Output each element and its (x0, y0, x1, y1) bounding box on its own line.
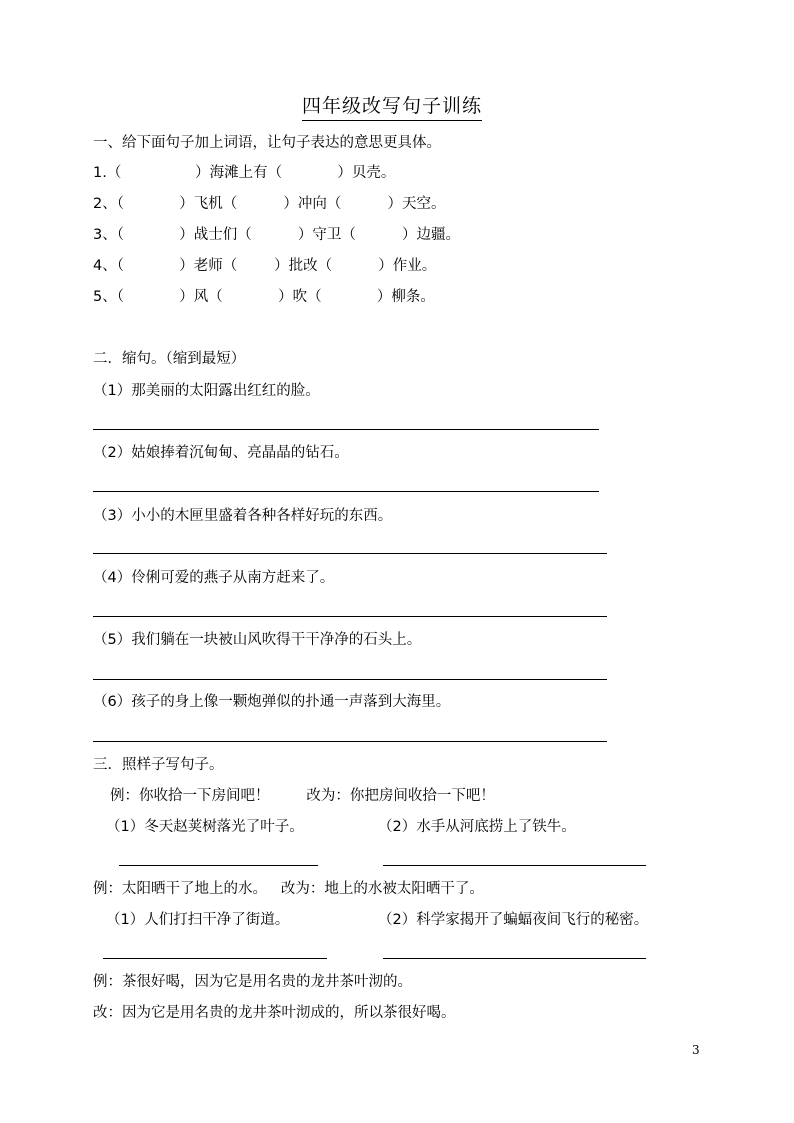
section2-item-6: （6）孩子的身上像一颗炮弹似的扑通一声落到大海里。 (93, 694, 451, 710)
answer-line (93, 553, 607, 554)
answer-line (93, 429, 599, 430)
example-1: 例：你收拾一下房间吧！ 改为：你把房间收拾一下吧！ (110, 788, 495, 804)
section2-heading: 二．缩句。（缩到最短） (93, 351, 246, 367)
example-3-original: 例：茶很好喝，因为它是用名贵的龙井茶叶沏的。 (93, 974, 412, 990)
answer-line (103, 958, 327, 959)
answer-line (93, 679, 607, 680)
section2-item-4: （4）伶俐可爱的燕子从南方赶来了。 (93, 570, 335, 586)
page-title: 四年级改写句子训练 (302, 93, 482, 121)
section3-heading: 三．照样子写句子。 (93, 757, 224, 773)
section2-item-2: （2）姑娘捧着沉甸甸、亮晶晶的钻石。 (93, 445, 349, 461)
example-2: 例：太阳晒干了地上的水。 改为：地上的水被太阳晒干了。 (93, 881, 484, 897)
example-2-question-1: （1）人们打扫干净了街道。 (106, 912, 290, 928)
example-1-question-1: （1）冬天赵荚树落光了叶子。 (106, 819, 304, 835)
answer-line (119, 865, 318, 866)
answer-line (383, 865, 646, 866)
section1-item-1: 1.（ ）海滩上有（ ）贝壳。 (93, 165, 396, 181)
answer-line (383, 958, 646, 959)
answer-line (93, 741, 607, 742)
example-3-rewritten: 改：因为它是用名贵的龙井茶叶沏成的，所以茶很好喝。 (93, 1005, 456, 1021)
example-1-question-2: （2）水手从河底捞上了铁牛。 (378, 819, 576, 835)
section1-item-3: 3、（ ）战士们（ ）守卫（ ）边疆。 (93, 227, 460, 243)
page-number: 3 (692, 1043, 700, 1057)
answer-line (93, 491, 599, 492)
section1-item-2: 2、（ ）飞机（ ）冲向（ ）天空。 (93, 196, 446, 212)
section2-item-1: （1）那美丽的太阳露出红红的脸。 (93, 383, 320, 399)
section1-item-4: 4、（ ）老师（ ）批改（ ）作业。 (93, 258, 437, 274)
section2-item-5: （5）我们躺在一块被山风吹得干干净净的石头上。 (93, 632, 422, 648)
section2-item-3: （3）小小的木匣里盛着各种各样好玩的东西。 (93, 508, 393, 524)
example-2-question-2: （2）科学家揭开了蝙蝠夜间飞行的秘密。 (378, 912, 649, 928)
section1-heading: 一、给下面句子加上词语，让句子表达的意思更具体。 (93, 135, 441, 151)
section1-item-5: 5、（ ）风（ ）吹（ ）柳条。 (93, 289, 435, 305)
answer-line (93, 616, 607, 617)
